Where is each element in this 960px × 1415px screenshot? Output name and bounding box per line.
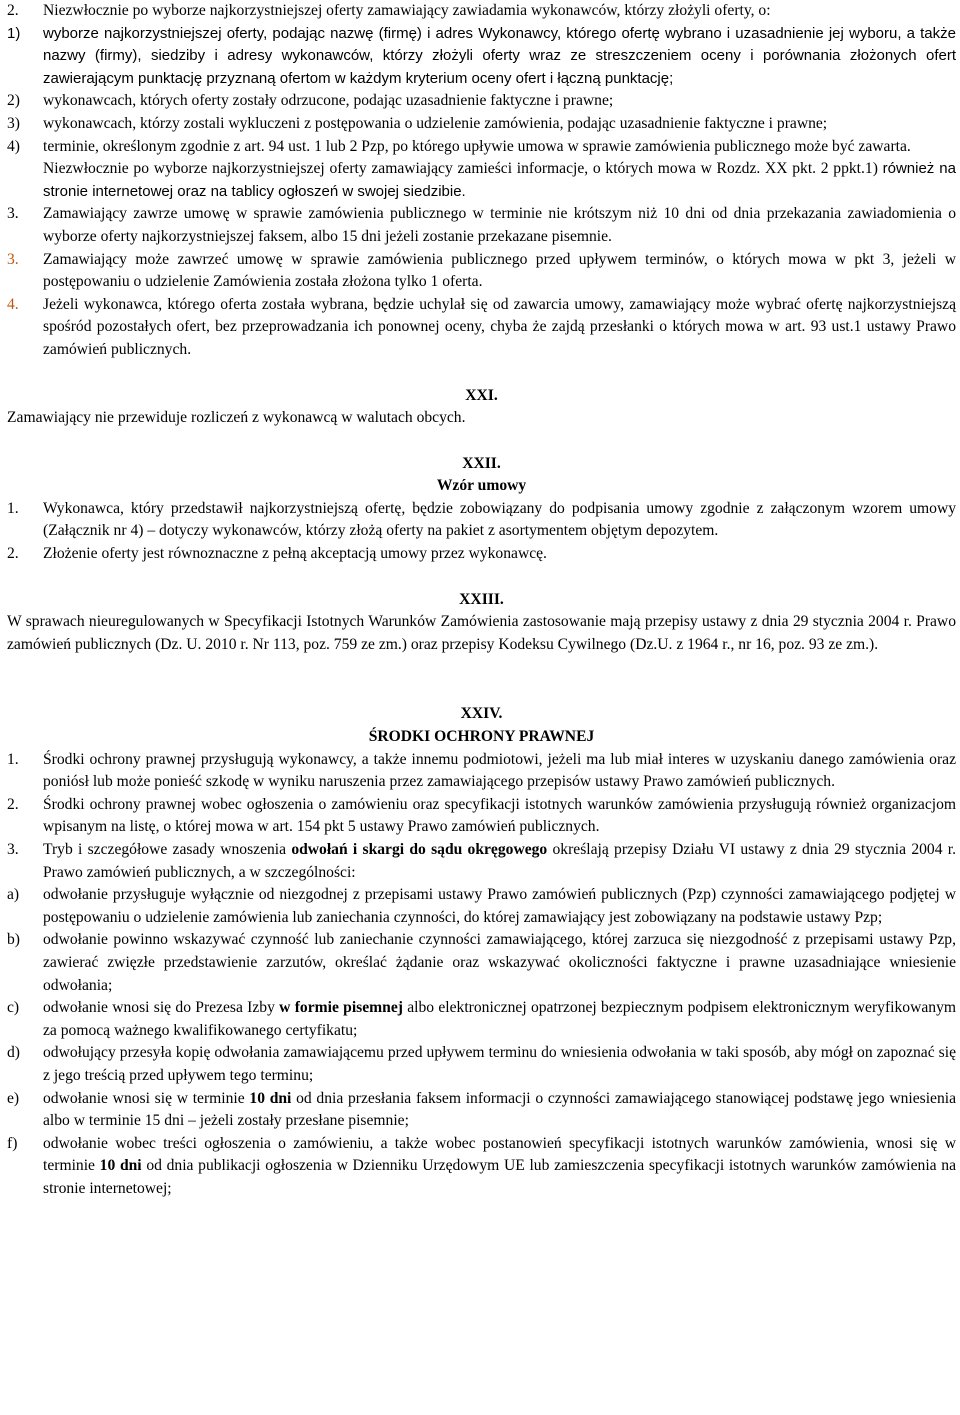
list-item bbox=[7, 1133, 956, 1201]
list-item bbox=[7, 884, 956, 929]
list-item bbox=[7, 90, 956, 113]
list-item bbox=[7, 294, 956, 362]
text-run: odwołanie wobec treści ogłoszenia o zamówieniu, a także wobec postanowień specyfikacji istotnych warunków zamówienia, wnosi się w terminie bbox=[43, 1134, 956, 1175]
text-run: odwołanie wnosi się w terminie bbox=[43, 1089, 250, 1107]
text-run: Tryb i szczegółowe zasady wnoszenia bbox=[43, 841, 292, 858]
text-run: określają przepisy Działu VI ustawy z dnia 29 stycznia 2004 r. Prawo zamówień publicznych, a w szczególności: bbox=[43, 841, 957, 881]
list-item bbox=[7, 203, 956, 248]
section-heading: XXI. bbox=[465, 386, 498, 404]
item-number: 2. bbox=[7, 2, 19, 19]
paragraph: W sprawach nieuregulowanych w Specyfikacji Istotnych Warunków Zamówienia zastosowanie mają przepisy ustawy z dnia 29 stycznia 2004 r. Prawo zamówień publicznych (Dz. U. 2010 r. Nr 113, poz. 759 ze zm.) oraz przepisy Kodeksu Cywilnego (Dz.U. z 1964 r., nr 16, poz. 93 ze zm.). bbox=[7, 613, 956, 653]
item-number: 3. bbox=[7, 841, 19, 858]
item-text: Jeżeli wykonawca, którego oferta została wybrana, będzie uchylał się od zawarcia umowy, zamawiający może wybrać ofertę najkorzystniejszą spośród pozostałych ofert, bez przeprowadzania ich ponownej oceny, chyba że zajdą przesłanki o których mowa w art. 93 ust.1 ustawy Prawo zamówień publicznych. bbox=[43, 295, 956, 358]
notify-list bbox=[7, 23, 956, 91]
item-number: 4. bbox=[7, 295, 19, 313]
text-run: albo elektronicznej opatrzonej bezpiecznym podpisem elektronicznym weryfikowanym za pomocą ważnego kwalifikowanego certyfikatu; bbox=[43, 999, 956, 1039]
item-text: wyborze najkorzystniejszej oferty, podając nazwę (firmę) i adres Wykonawcy, którego ofertę wybrano i uzasadnienie jej wyboru, a także nazwy (firmy), siedziby i adresy wykonawców, którzy złożyli oferty wraz ze streszczeniem oceny i porównania złożonych ofert zawierającym punktację przyznaną ofertom w każdym kryterium oceny ofert i łączną punktację; bbox=[43, 24, 956, 87]
item-number: 2. bbox=[7, 795, 19, 813]
paragraph-text: Niezwłocznie po wyborze najkorzystniejszej oferty zamawiający zamieści informacje, o których mowa w Rozdz. XX pkt. 2 ppkt.1) bbox=[43, 160, 878, 178]
item-number: 3) bbox=[7, 114, 20, 132]
list-item bbox=[7, 249, 956, 294]
bold-text: 10 dni bbox=[99, 1157, 142, 1175]
list-item bbox=[7, 136, 956, 159]
item-text bbox=[43, 839, 956, 884]
list-item bbox=[7, 794, 956, 839]
item-number: 1. bbox=[7, 750, 19, 768]
section-subheading: Wzór umowy bbox=[436, 477, 527, 495]
bold-text: w formie pisemnej bbox=[279, 999, 403, 1017]
text-run: odwołanie wnosi się do Prezesa Izby bbox=[43, 999, 280, 1017]
item-text: odwołujący przesyła kopię odwołania zamawiającemu przed upływem terminu do wniesienia odwołania w taki sposób, aby mógł on zapoznać się z jego treścią przed upływem tego terminu; bbox=[43, 1044, 956, 1084]
item-letter: e) bbox=[7, 1089, 20, 1107]
item-number: 3. bbox=[7, 205, 19, 223]
item-text: wykonawcach, którzy zostali wykluczeni z postępowania o udzielenie zamówienia, podając uzasadnienie faktyczne i prawne; bbox=[43, 114, 828, 132]
list-item bbox=[7, 23, 956, 91]
item-text: Zamawiający zawrze umowę w sprawie zamówienia publicznego w terminie nie krótszym niż 10 dni od dnia przekazania zawiadomienia o wyborze oferty najkorzystniejszej faksem, albo 15 dni jeżeli zostanie przekazane pisemnie. bbox=[43, 205, 956, 245]
list-item bbox=[7, 498, 956, 543]
item-text: Złożenie oferty jest równoznaczne z pełną akceptacją umowy przez wykonawcę. bbox=[43, 545, 547, 563]
section-heading: XXII. bbox=[462, 454, 501, 472]
section-subheading: ŚRODKI OCHRONY PRAWNEJ bbox=[368, 728, 595, 746]
item-letter: a) bbox=[7, 886, 20, 904]
item-number: 4) bbox=[7, 137, 20, 155]
item-text: Niezwłocznie po wyborze najkorzystniejszej oferty zamawiający zawiadamia wykonawców, którzy złożyli oferty, o: bbox=[43, 2, 771, 19]
item-number: 1. bbox=[7, 499, 19, 517]
text-run: od dnia przesłania faksem informacji o czynności zamawiającego stanowiącej podstawę jego wniesienia albo w terminie 15 dni – jeżeli zostały przesłane pisemnie; bbox=[43, 1089, 957, 1130]
section-heading: XXIII. bbox=[459, 590, 504, 608]
list-item bbox=[7, 1088, 956, 1133]
item-text: terminie, określonym zgodnie z art. 94 ust. 1 lub 2 Pzp, po którego upływie umowa w sprawie zamówienia publicznego może być zawarta. bbox=[43, 137, 911, 155]
item-text bbox=[43, 997, 956, 1042]
item-number: 2) bbox=[7, 92, 20, 110]
item-text bbox=[43, 1133, 956, 1201]
paragraph bbox=[7, 158, 956, 203]
item-number: 3. bbox=[7, 250, 19, 268]
list-item bbox=[7, 749, 956, 794]
bold-text: 10 dni bbox=[249, 1089, 292, 1107]
bold-text: odwołań i skargi do sądu okręgowego bbox=[291, 841, 548, 858]
item-text: odwołanie powinno wskazywać czynność lub zaniechanie czynności zamawiającego, której zarzuca się niezgodność z przepisami ustawy Pzp, zawierać zwięzłe przedstawienie zarzutów, określać żądanie oraz wskazywać okoliczności faktyczne i prawne uzasadniające wniesienie odwołania; bbox=[43, 931, 956, 994]
text-run: od dnia publikacji ogłoszenia w Dzienniku Urzędowym UE lub zamieszczenia specyfikacji istotnych warunków zamówienia na stronie internetowej; bbox=[43, 1157, 956, 1197]
item-text: Środki ochrony prawnej wobec ogłoszenia o zamówieniu oraz specyfikacji istotnych warunków zamówienia przysługują również organizacjom wpisanym na listę, o której mowa w art. 154 pkt 5 ustawy Prawo zamówień publicznych. bbox=[43, 795, 956, 836]
list-item bbox=[7, 839, 956, 884]
list-item bbox=[7, 0, 956, 23]
list-item bbox=[7, 929, 956, 997]
item-text: Zamawiający może zawrzeć umowę w sprawie zamówienia publicznego przed upływem terminów, o których mowa w pkt 3, jeżeli w postępowaniu o udzielenie Zamówienia została złożona tylko 1 oferta. bbox=[43, 250, 956, 291]
item-letter: b) bbox=[7, 931, 20, 949]
item-text: Środki ochrony prawnej przysługują wykonawcy, a także innemu podmiotowi, jeżeli ma lub miał interes w uzyskaniu danego zamówienia oraz poniósł lub może ponieść szkodę w wyniku naruszenia przez zamawiającego przepisów ustawy Prawo zamówień publicznych. bbox=[43, 750, 956, 791]
item-text bbox=[43, 1088, 956, 1133]
item-number: 1) bbox=[7, 24, 21, 42]
item-text: Wykonawca, który przedstawił najkorzystniejszą ofertę, będzie zobowiązany do podpisania umowy zgodnie z załączonym wzorem umowy (Załącznik nr 4) – dotyczy wykonawców, którzy złożą oferty na pakiet z asortymentem objętym depozytem. bbox=[43, 499, 956, 540]
item-letter: f) bbox=[7, 1134, 18, 1152]
list-item bbox=[7, 543, 956, 566]
item-text: odwołanie przysługuje wyłącznie od niezgodnej z przepisami ustawy Prawo zamówień publicznych (Pzp) czynności zamawiającego podjętej w postępowaniu o udzielenie zamówienia lub zaniechania czynności, do której zamawiający jest zobowiązany na podstawie ustawy Pzp; bbox=[43, 886, 956, 926]
section-heading: XXIV. bbox=[460, 705, 503, 723]
list-item bbox=[7, 113, 956, 136]
item-number: 2. bbox=[7, 545, 19, 563]
item-letter: c) bbox=[7, 999, 20, 1017]
item-letter: d) bbox=[7, 1044, 20, 1062]
list-item bbox=[7, 997, 956, 1042]
list-item bbox=[7, 1042, 956, 1087]
paragraph: Zamawiający nie przewiduje rozliczeń z wykonawcą w walutach obcych. bbox=[7, 409, 466, 427]
item-text: wykonawcach, których oferty zostały odrzucone, podając uzasadnienie faktyczne i prawne; bbox=[43, 92, 614, 110]
paragraph-text: również na stronie internetowej oraz na tablicy ogłoszeń w swojej siedzibie. bbox=[43, 160, 956, 200]
